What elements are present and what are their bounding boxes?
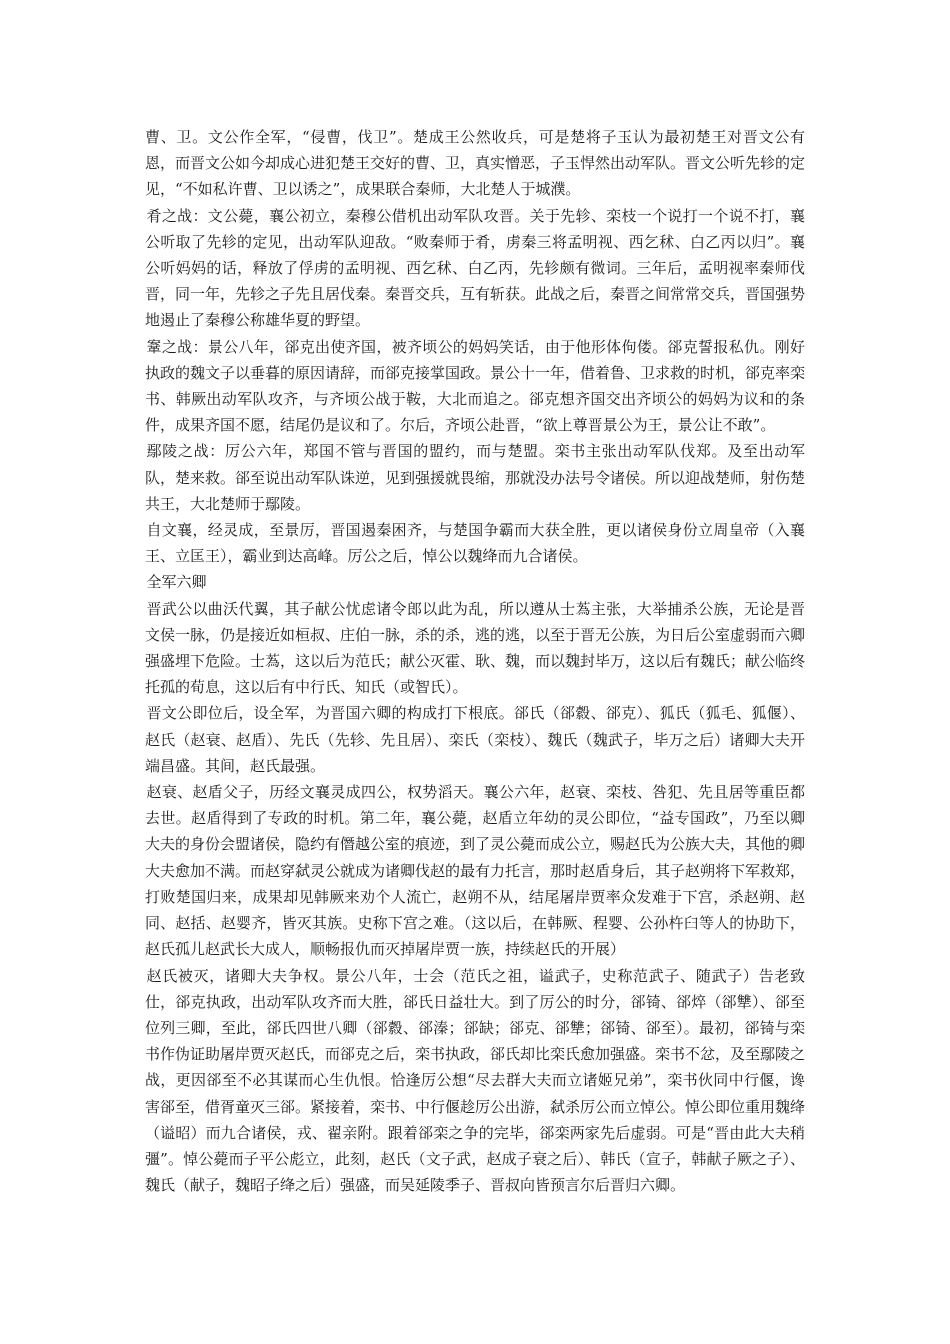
section-heading: 全军六卿 (146, 573, 207, 592)
paragraph-an-battle: 鞌之战：景公八年，郤克出使齐国，被齐顷公的妈妈笑话，由于他形体佝偻。郤克誓报私仇。刚好执政的魏文子以垂暮的原因请辞，而郤克接掌国政。景公十一年，借着鲁、卫求救的时机，郤克率栾书、韩厥出动军队攻齐，与齐顷公战于鞍，大北而追之。郤克想齐国交出齐顷公的妈妈为议和的条件，成果齐国不愿，结尾仍是议和了。尔后，齐顷公赴晋，“欲上尊晋景公为王，景公让不敢”。 (145, 337, 806, 435)
paragraph-chengpu-battle: 曹、卫。文公作全军，“侵曹，伐卫”。楚成王公然收兵，可是楚将子玉认为最初楚王对晋文公有恩，而晋文公如今却成心进犯楚王交好的曹、卫，真实憎恶，子玉悍然出动军队。晋文公听先轸的定见，“不如私许曹、卫以诱之”，成果联合秦师，大北楚人于城濮。 (145, 128, 806, 199)
paragraph-duke-wen: 晋文公即位后，设全军，为晋国六卿的构成打下根底。郤氏（郤縠、郤克）、狐氏（狐毛、狐偃）、赵氏（赵衰、赵盾）、先氏（先轸、先且居）、栾氏（栾枝）、魏氏（魏武子，毕万之后）诸卿大夫开端昌盛。其间，赵氏最强。 (145, 704, 805, 775)
document-body (145, 124, 805, 1198)
paragraph-six-ministers: 赵氏被灭，诸卿大夫争权。景公八年，士会（范氏之祖，谥武子，史称范武子、随武子）告老致仕，郤克执政，出动军队攻齐而大胜，郤氏日益壮大。到了厉公的时分，郤锜、郤焠（郤犨）、郤至位列三卿，至此，郤氏四世八卿（郤縠、郤溱；郤缺；郤克、郤犨；郤锜、郤至）。最初，郤锜与栾书作伪证助屠岸贾灭赵氏，而郤克之后，栾书执政，郤氏却比栾氏愈加强盛。栾书不忿，及至鄢陵之战，更因郤至不必其谋而心生仇恨。恰逢厉公想“尽去群大夫而立诸姬兄弟”，栾书伙同中行偃，谗害郤至，借胥童灭三郤。紧接着，栾书、中行偃趁厉公出游，弑杀厉公而立悼公。悼公即位重用魏绛（谥昭）而九合诸侯，戎、翟亲附。跟着郤栾之争的完毕，郤栾两家先后虚弱。可是“晋由此大夫稍彊”。悼公薨而子平公彪立，此刻，赵氏（文子武，赵成子衰之后）、韩氏（宣子，韩献子厥之子）、魏氏（献子，魏昭子绛之后）强盛，而吴延陵季子、晋叔向皆预言尔后晋归六卿。 (145, 966, 806, 1195)
paragraph-hegemony-summary: 自文襄，经灵成，至景厉，晋国遏秦困齐，与楚国争霸而大获全胜，更以诸侯身份立周皇帝（入襄王、立匡王），霸业到达高峰。厉公之后，悼公以魏绛而九合诸侯。 (145, 521, 805, 566)
paragraph-yanling-battle: 鄢陵之战：厉公六年，郑国不管与晋国的盟约，而与楚盟。栾书主张出动军队伐郑。及至出动军队，楚来救。郤至说出动军队诛逆，见到强援就畏缩，那就没办法号令诸侯。所以迎战楚师，射伤楚共王，大北楚师于鄢陵。 (145, 442, 806, 513)
paragraph-yao-battle: 肴之战：文公薨，襄公初立，秦穆公借机出动军队攻晋。关于先轸、栾枝一个说打一个说不打，襄公听取了先轸的定见，出动军队迎敌。“败秦师于肴，虏秦三将孟明视、西乞秫、白乙丙以归”。襄公听妈妈的话，释放了俘虏的孟明视、西乞秫、白乙丙，先轸颇有微词。三年后，孟明视率秦师伐晋，同一年，先轸之子先且居伐秦。秦晋交兵，互有斩获。此战之后，秦晋之间常常交兵，晋国强势地遏止了秦穆公称雄华夏的野望。 (145, 206, 806, 330)
paragraph-zhao-clan: 赵衰、赵盾父子，历经文襄灵成四公，权势滔天。襄公六年，赵衰、栾枝、咎犯、先且居等重臣都去世。赵盾得到了专政的时机。第二年，襄公薨，赵盾立年幼的灵公即位，“益专国政”，乃至以卿大夫的身份会盟诸侯，隐约有僭越公室的痕迹，到了灵公薨而成公立，赐赵氏为公族大夫，其他的卿大夫愈加不满。而赵穿弑灵公就成为诸卿伐赵的最有力托言，那时赵盾身后，其子赵朔将下军救郑，打败楚国归来，成果却见韩厥来劝个人流亡，赵朔不从，结尾屠岸贾率众发难于下宫，杀赵朔、赵同、赵括、赵婴齐，皆灭其族。史称下宫之难。（这以后，在韩厥、程婴、公孙杵臼等人的协助下，赵氏孤儿赵武长大成人，顺畅报仇而灭掉屠岸贾一族，持续赵氏的开展） (145, 783, 806, 959)
paragraph-duke-wu: 晋武公以曲沃代翼，其子献公忧虑诸令郎以此为乱，所以遵从士蒍主张，大举捕杀公族，无论是晋文侯一脉，仍是接近如桓叔、庄伯一脉，杀的杀，逃的逃，以至于晋无公族，为日后公室虚弱而六卿强盛埋下危险。士蒍，这以后为范氏；献公灭霍、耿、魏，而以魏封毕万，这以后有魏氏；献公临终托孤的荀息，这以后有中行氏、知氏（或智氏）。 (145, 599, 806, 697)
